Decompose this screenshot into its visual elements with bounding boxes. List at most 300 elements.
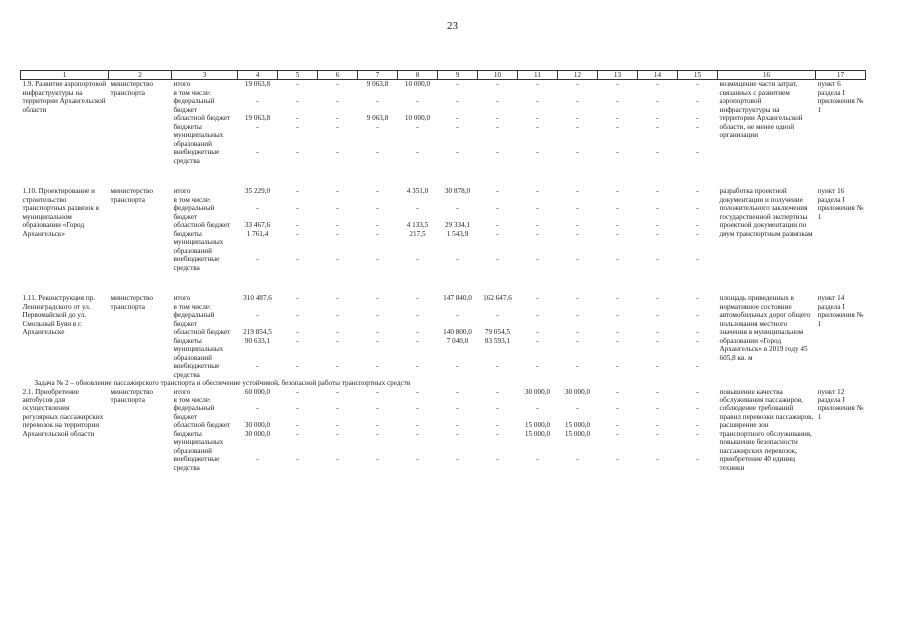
funding-source: итого <box>173 294 191 303</box>
funding-value-cell: - <box>416 311 419 320</box>
funding-value-cell: - <box>616 187 619 196</box>
funding-value-cell: 217,5 <box>409 229 426 238</box>
funding-source: внебюджетные средства <box>173 362 220 379</box>
funding-value-cell: - <box>296 80 299 89</box>
funding-value-cell: - <box>296 455 299 464</box>
funding-value-cell: - <box>336 221 339 230</box>
funding-value-cell: - <box>336 429 339 438</box>
funding-value-cell: - <box>336 80 339 89</box>
funding-value-cell: - <box>576 404 579 413</box>
funding-value-cell: - <box>376 255 379 264</box>
funding-value-cell: - <box>616 328 619 337</box>
funding-value-cell: - <box>616 255 619 264</box>
funding-source: внебюджетные средства <box>173 455 220 472</box>
funding-value-cell: - <box>296 294 299 303</box>
funding-value-cell: - <box>656 122 659 131</box>
funding-value-cell: - <box>296 421 299 430</box>
expected-result: возмещение части затрат, связанных с развитием аэропортовой инфраструктуры на территории Архангельской области, не менее одной организации <box>719 80 803 140</box>
funding-value-cell: - <box>256 148 259 157</box>
spacer-cell <box>21 165 866 187</box>
funding-value-cell: - <box>336 148 339 157</box>
funding-value-cell: - <box>496 229 499 238</box>
funding-value-cell <box>558 89 598 97</box>
funding-value-cell: 4 133,5 <box>406 221 429 230</box>
funding-value-cell: - <box>296 255 299 264</box>
funding-value-cell: - <box>416 336 419 345</box>
funding-source: бюджеты муниципальных образований <box>173 429 224 455</box>
spacer-cell <box>21 272 866 294</box>
funding-value-cell: - <box>656 97 659 106</box>
funding-value-cell: 90 633,1 <box>244 336 271 345</box>
funding-value-cell: - <box>576 122 579 131</box>
funding-value-cell: - <box>376 97 379 106</box>
funding-value-cell: 15 000,0 <box>564 421 591 430</box>
measure-spacer <box>21 272 866 294</box>
funding-value-cell <box>438 303 478 311</box>
funding-value-cell <box>398 396 438 404</box>
column-number-header: 9 <box>438 71 478 80</box>
funding-value-cell: 4 351,0 <box>406 187 429 196</box>
funding-value-cell <box>318 303 358 311</box>
funding-value-cell: - <box>296 311 299 320</box>
funding-source: бюджеты муниципальных образований <box>173 229 224 255</box>
funding-value-cell: - <box>376 429 379 438</box>
funding-value-cell: 1 761,4 <box>246 229 269 238</box>
funding-value-cell: - <box>536 187 539 196</box>
funding-value-cell: - <box>336 311 339 320</box>
funding-value-cell: - <box>296 336 299 345</box>
funding-value-cell: - <box>576 187 579 196</box>
funding-value-cell: - <box>496 97 499 106</box>
funding-value-cell <box>638 196 678 204</box>
funding-value-cell: 310 487,6 <box>243 294 272 303</box>
measure-spacer <box>21 165 866 187</box>
funding-value-cell: 10 000,0 <box>404 80 431 89</box>
funding-value-cell: - <box>656 455 659 464</box>
funding-value-cell: - <box>376 294 379 303</box>
funding-value-cell <box>598 196 638 204</box>
funding-value-cell: - <box>496 187 499 196</box>
funding-value-cell: - <box>656 387 659 396</box>
funding-source: федеральный бюджет <box>173 204 215 221</box>
funding-value-cell: - <box>336 229 339 238</box>
funding-value-cell: - <box>456 362 459 371</box>
funding-value-cell: - <box>336 97 339 106</box>
funding-value-cell: - <box>336 294 339 303</box>
funding-value-cell <box>358 196 398 204</box>
funding-value-cell: - <box>696 387 699 396</box>
funding-value-cell: - <box>536 122 539 131</box>
funding-value-cell: - <box>616 80 619 89</box>
measure-name: 2.1. Приобретение автобусов для осуществления регулярных пассажирских перевозок на территории Архангельской области <box>22 387 104 438</box>
funding-value-cell <box>278 89 318 97</box>
measure-responsible: министерство транспорта <box>110 387 153 404</box>
funding-value-cell: - <box>376 404 379 413</box>
measure-row <box>21 80 866 89</box>
funding-value-cell: - <box>456 421 459 430</box>
funding-value-cell: - <box>656 294 659 303</box>
funding-value-cell: - <box>416 294 419 303</box>
funding-value-cell: - <box>256 122 259 131</box>
funding-value-cell: - <box>696 221 699 230</box>
funding-value-cell: - <box>456 404 459 413</box>
funding-value-cell <box>238 196 278 204</box>
funding-value-cell: - <box>536 294 539 303</box>
funding-value-cell <box>478 396 518 404</box>
funding-value-cell <box>598 396 638 404</box>
funding-value-cell: - <box>496 421 499 430</box>
funding-value-cell: - <box>696 328 699 337</box>
funding-value-cell: - <box>376 328 379 337</box>
funding-value-cell: 60 000,0 <box>244 387 271 396</box>
funding-value-cell: - <box>656 421 659 430</box>
funding-value-cell: - <box>696 122 699 131</box>
column-number-header: 8 <box>398 71 438 80</box>
funding-value-cell: - <box>376 187 379 196</box>
funding-value-cell: - <box>456 255 459 264</box>
funding-value-cell: - <box>296 328 299 337</box>
funding-value-cell <box>678 396 718 404</box>
funding-value-cell: - <box>336 387 339 396</box>
funding-value-cell: 19 063,8 <box>244 80 271 89</box>
funding-value-cell: - <box>616 336 619 345</box>
funding-value-cell <box>358 89 398 97</box>
funding-value-cell: - <box>696 421 699 430</box>
funding-value-cell: - <box>536 311 539 320</box>
funding-value-cell <box>678 196 718 204</box>
funding-value-cell: - <box>576 80 579 89</box>
funding-value-cell: - <box>256 362 259 371</box>
funding-value-cell: - <box>616 294 619 303</box>
funding-value-cell: - <box>456 80 459 89</box>
funding-value-cell: - <box>296 148 299 157</box>
funding-value-cell: - <box>296 114 299 123</box>
funding-value-cell: - <box>576 455 579 464</box>
funding-value-cell: - <box>536 80 539 89</box>
funding-value-cell: - <box>696 429 699 438</box>
funding-value-cell <box>678 303 718 311</box>
funding-value-cell: - <box>456 114 459 123</box>
expected-result: повышение качества обслуживания пассажиров, соблюдение требований правил перевозки пассажиров, расширение зон транспортного обслуживания, повышение безопасности пассажирских перевозок, приобретение 40 единиц техники <box>719 387 814 472</box>
funding-source: в том числе: <box>173 395 211 404</box>
measure-name: 1.9. Развитие аэропортовой инфраструктуры на территории Архангельской области <box>22 80 107 114</box>
funding-value-cell <box>238 303 278 311</box>
funding-value-cell: - <box>696 229 699 238</box>
measure-name: 1.11. Реконструкция пр. Ленинградского от ул. Первомайской до ул. Смольный Буян в г. Архангельске <box>22 294 96 337</box>
funding-value-cell: - <box>496 148 499 157</box>
measure-responsible: министерство транспорта <box>110 294 153 311</box>
funding-value-cell: - <box>496 429 499 438</box>
funding-value-cell: - <box>656 404 659 413</box>
page-number: 23 <box>447 20 458 32</box>
funding-value-cell: 30 000,0 <box>564 387 591 396</box>
funding-value-cell: - <box>536 404 539 413</box>
funding-value-cell: - <box>656 255 659 264</box>
table-body <box>21 80 866 472</box>
funding-value-cell: - <box>656 204 659 213</box>
funding-source: областной бюджет <box>173 421 231 430</box>
funding-value-cell <box>638 89 678 97</box>
funding-value-cell: - <box>376 387 379 396</box>
funding-value-cell: - <box>536 328 539 337</box>
funding-value-cell: - <box>456 387 459 396</box>
funding-value-cell: - <box>296 362 299 371</box>
funding-value-cell: - <box>536 204 539 213</box>
funding-value-cell: - <box>376 362 379 371</box>
funding-value-cell: - <box>656 336 659 345</box>
funding-value-cell <box>518 196 558 204</box>
funding-value-cell: - <box>696 114 699 123</box>
funding-value-cell: - <box>496 255 499 264</box>
funding-value-cell: - <box>296 429 299 438</box>
funding-value-cell: - <box>496 204 499 213</box>
funding-value-cell: 19 063,8 <box>244 114 271 123</box>
funding-value-cell: - <box>336 336 339 345</box>
funding-source: в том числе: <box>173 88 211 97</box>
column-number-header: 3 <box>172 71 238 80</box>
funding-value-cell: - <box>696 362 699 371</box>
funding-value-cell: - <box>496 404 499 413</box>
funding-value-cell: - <box>656 221 659 230</box>
funding-value-cell: - <box>656 229 659 238</box>
task-heading: Задача № 2 – обновление пассажирского транспорта и обеспечение устойчивой, безопасной работы транспортных средств <box>34 379 411 388</box>
funding-value-cell: - <box>496 311 499 320</box>
funding-value-cell: - <box>616 229 619 238</box>
funding-value-cell: - <box>536 255 539 264</box>
funding-value-cell <box>398 89 438 97</box>
funding-value-cell: - <box>336 187 339 196</box>
indicator-reference: пункт 14 раздела I приложения № 1 <box>817 294 864 328</box>
funding-value-cell: - <box>616 122 619 131</box>
funding-value-cell: 9 063,8 <box>366 80 389 89</box>
funding-value-cell: - <box>696 187 699 196</box>
measure-row <box>21 388 866 396</box>
funding-value-cell: - <box>536 221 539 230</box>
funding-value-cell: - <box>696 404 699 413</box>
funding-value-cell <box>598 89 638 97</box>
funding-value-cell: - <box>576 311 579 320</box>
funding-value-cell: 7 040,0 <box>446 336 469 345</box>
funding-source: в том числе: <box>173 302 211 311</box>
funding-value-cell: 10 000,0 <box>404 114 431 123</box>
funding-source: в том числе: <box>173 195 211 204</box>
measure-name: 1.10. Проектирование и строительство транспортных развязок в муниципальном образовании «Город Архангельск» <box>22 187 99 238</box>
column-number-header: 16 <box>718 71 816 80</box>
funding-source: бюджеты муниципальных образований <box>173 122 224 148</box>
funding-value-cell: - <box>456 97 459 106</box>
funding-value-cell: - <box>296 387 299 396</box>
funding-value-cell: - <box>256 97 259 106</box>
funding-value-cell: - <box>336 421 339 430</box>
funding-value-cell: - <box>576 294 579 303</box>
funding-value-cell: - <box>416 328 419 337</box>
funding-value-cell: 1 543,9 <box>446 229 469 238</box>
funding-value-cell: - <box>696 255 699 264</box>
funding-value-cell: - <box>416 404 419 413</box>
funding-value-cell: - <box>576 114 579 123</box>
column-number-header: 12 <box>558 71 598 80</box>
funding-value-cell: - <box>416 387 419 396</box>
funding-value-cell: - <box>696 148 699 157</box>
funding-value-cell <box>478 303 518 311</box>
funding-source: итого <box>173 187 191 196</box>
funding-value-cell: - <box>336 404 339 413</box>
funding-value-cell: - <box>456 148 459 157</box>
funding-value-cell <box>318 396 358 404</box>
funding-source: итого <box>173 387 191 396</box>
funding-value-cell: - <box>696 336 699 345</box>
funding-value-cell <box>558 303 598 311</box>
funding-source: областной бюджет <box>173 114 231 123</box>
funding-value-cell <box>238 396 278 404</box>
column-number-header: 17 <box>816 71 866 80</box>
funding-value-cell: - <box>696 294 699 303</box>
funding-value-cell: - <box>656 429 659 438</box>
funding-value-cell: - <box>656 114 659 123</box>
funding-value-cell: - <box>336 255 339 264</box>
funding-value-cell: - <box>616 429 619 438</box>
funding-value-cell: - <box>576 148 579 157</box>
funding-value-cell: - <box>296 404 299 413</box>
funding-value-cell: - <box>616 221 619 230</box>
funding-value-cell <box>398 196 438 204</box>
funding-value-cell: - <box>696 80 699 89</box>
measure-row <box>21 294 866 302</box>
funding-value-cell: - <box>696 204 699 213</box>
funding-value-cell: - <box>376 421 379 430</box>
funding-value-cell <box>438 396 478 404</box>
funding-value-cell: - <box>416 148 419 157</box>
funding-value-cell: - <box>256 311 259 320</box>
funding-value-cell <box>278 196 318 204</box>
column-number-header: 7 <box>358 71 398 80</box>
funding-value-cell <box>558 196 598 204</box>
funding-value-cell: - <box>296 97 299 106</box>
task-heading-row <box>21 379 866 387</box>
funding-value-cell: - <box>336 362 339 371</box>
funding-value-cell: - <box>296 187 299 196</box>
funding-value-cell: - <box>656 328 659 337</box>
funding-value-cell: 140 800,0 <box>443 328 472 337</box>
funding-value-cell: - <box>536 114 539 123</box>
funding-value-cell: - <box>616 404 619 413</box>
funding-value-cell: 15 000,0 <box>524 429 551 438</box>
funding-value-cell: - <box>616 387 619 396</box>
funding-value-cell: - <box>376 229 379 238</box>
funding-value-cell: - <box>576 336 579 345</box>
funding-value-cell: - <box>616 204 619 213</box>
column-number-header: 1 <box>21 71 109 80</box>
measure-responsible: министерство транспорта <box>110 80 153 97</box>
funding-value-cell: - <box>656 187 659 196</box>
indicator-reference: пункт 16 раздела I приложения № 1 <box>817 187 864 221</box>
funding-value-cell: 219 854,5 <box>243 328 272 337</box>
funding-value-cell: - <box>336 204 339 213</box>
column-number-header: 10 <box>478 71 518 80</box>
program-measures-table <box>20 70 866 472</box>
funding-value-cell: - <box>696 311 699 320</box>
funding-value-cell: - <box>656 80 659 89</box>
funding-value-cell: - <box>376 221 379 230</box>
funding-value-cell: - <box>296 204 299 213</box>
funding-value-cell: - <box>416 255 419 264</box>
funding-value-cell <box>278 396 318 404</box>
indicator-reference: пункт 12 раздела I приложения № 1 <box>817 387 864 421</box>
funding-value-cell: - <box>656 362 659 371</box>
funding-value-cell: - <box>496 362 499 371</box>
funding-value-cell: - <box>376 122 379 131</box>
funding-value-cell: - <box>616 455 619 464</box>
funding-value-cell: - <box>696 97 699 106</box>
funding-value-cell: - <box>536 97 539 106</box>
funding-value-cell: 147 840,0 <box>443 294 472 303</box>
funding-value-cell: - <box>376 148 379 157</box>
funding-value-cell: 9 063,8 <box>366 114 389 123</box>
funding-value-cell: 30 000,0 <box>244 421 271 430</box>
funding-value-cell: - <box>376 336 379 345</box>
funding-value-cell: - <box>296 229 299 238</box>
funding-value-cell: - <box>456 204 459 213</box>
funding-value-cell: - <box>376 311 379 320</box>
funding-value-cell: - <box>696 455 699 464</box>
funding-value-cell <box>238 89 278 97</box>
funding-value-cell: - <box>336 328 339 337</box>
funding-value-cell: - <box>256 455 259 464</box>
funding-value-cell: - <box>296 122 299 131</box>
funding-value-cell: - <box>416 421 419 430</box>
funding-source: федеральный бюджет <box>173 404 215 421</box>
funding-value-cell <box>518 303 558 311</box>
column-number-header: 15 <box>678 71 718 80</box>
indicator-reference: пункт 6 раздела I приложения № 1 <box>817 80 864 114</box>
funding-value-cell: - <box>456 311 459 320</box>
funding-value-cell: 33 467,6 <box>244 221 271 230</box>
funding-value-cell: 79 054,5 <box>484 328 511 337</box>
funding-value-cell: - <box>616 362 619 371</box>
funding-value-cell <box>398 303 438 311</box>
column-number-row <box>21 71 866 80</box>
funding-value-cell: - <box>376 455 379 464</box>
funding-value-cell: - <box>456 429 459 438</box>
column-number-header: 6 <box>318 71 358 80</box>
funding-value-cell: - <box>336 114 339 123</box>
funding-value-cell: 162 647,6 <box>483 294 512 303</box>
funding-value-cell: - <box>616 114 619 123</box>
funding-value-cell: - <box>576 204 579 213</box>
funding-value-cell: - <box>416 97 419 106</box>
funding-value-cell: - <box>376 204 379 213</box>
funding-source: итого <box>173 80 191 89</box>
funding-value-cell: - <box>416 204 419 213</box>
funding-source: внебюджетные средства <box>173 255 220 272</box>
funding-value-cell <box>478 196 518 204</box>
funding-value-cell: - <box>456 122 459 131</box>
funding-value-cell <box>478 89 518 97</box>
funding-value-cell <box>318 89 358 97</box>
column-number-header: 13 <box>598 71 638 80</box>
funding-value-cell: - <box>416 122 419 131</box>
funding-value-cell <box>438 196 478 204</box>
funding-source: областной бюджет <box>173 221 231 230</box>
funding-value-cell: 30 000,0 <box>524 387 551 396</box>
funding-value-cell: - <box>496 221 499 230</box>
funding-value-cell: 30 878,0 <box>444 187 471 196</box>
funding-source: бюджеты муниципальных образований <box>173 336 224 362</box>
funding-value-cell <box>558 396 598 404</box>
funding-value-cell: - <box>416 429 419 438</box>
funding-value-cell: - <box>656 311 659 320</box>
funding-source: федеральный бюджет <box>173 97 215 114</box>
